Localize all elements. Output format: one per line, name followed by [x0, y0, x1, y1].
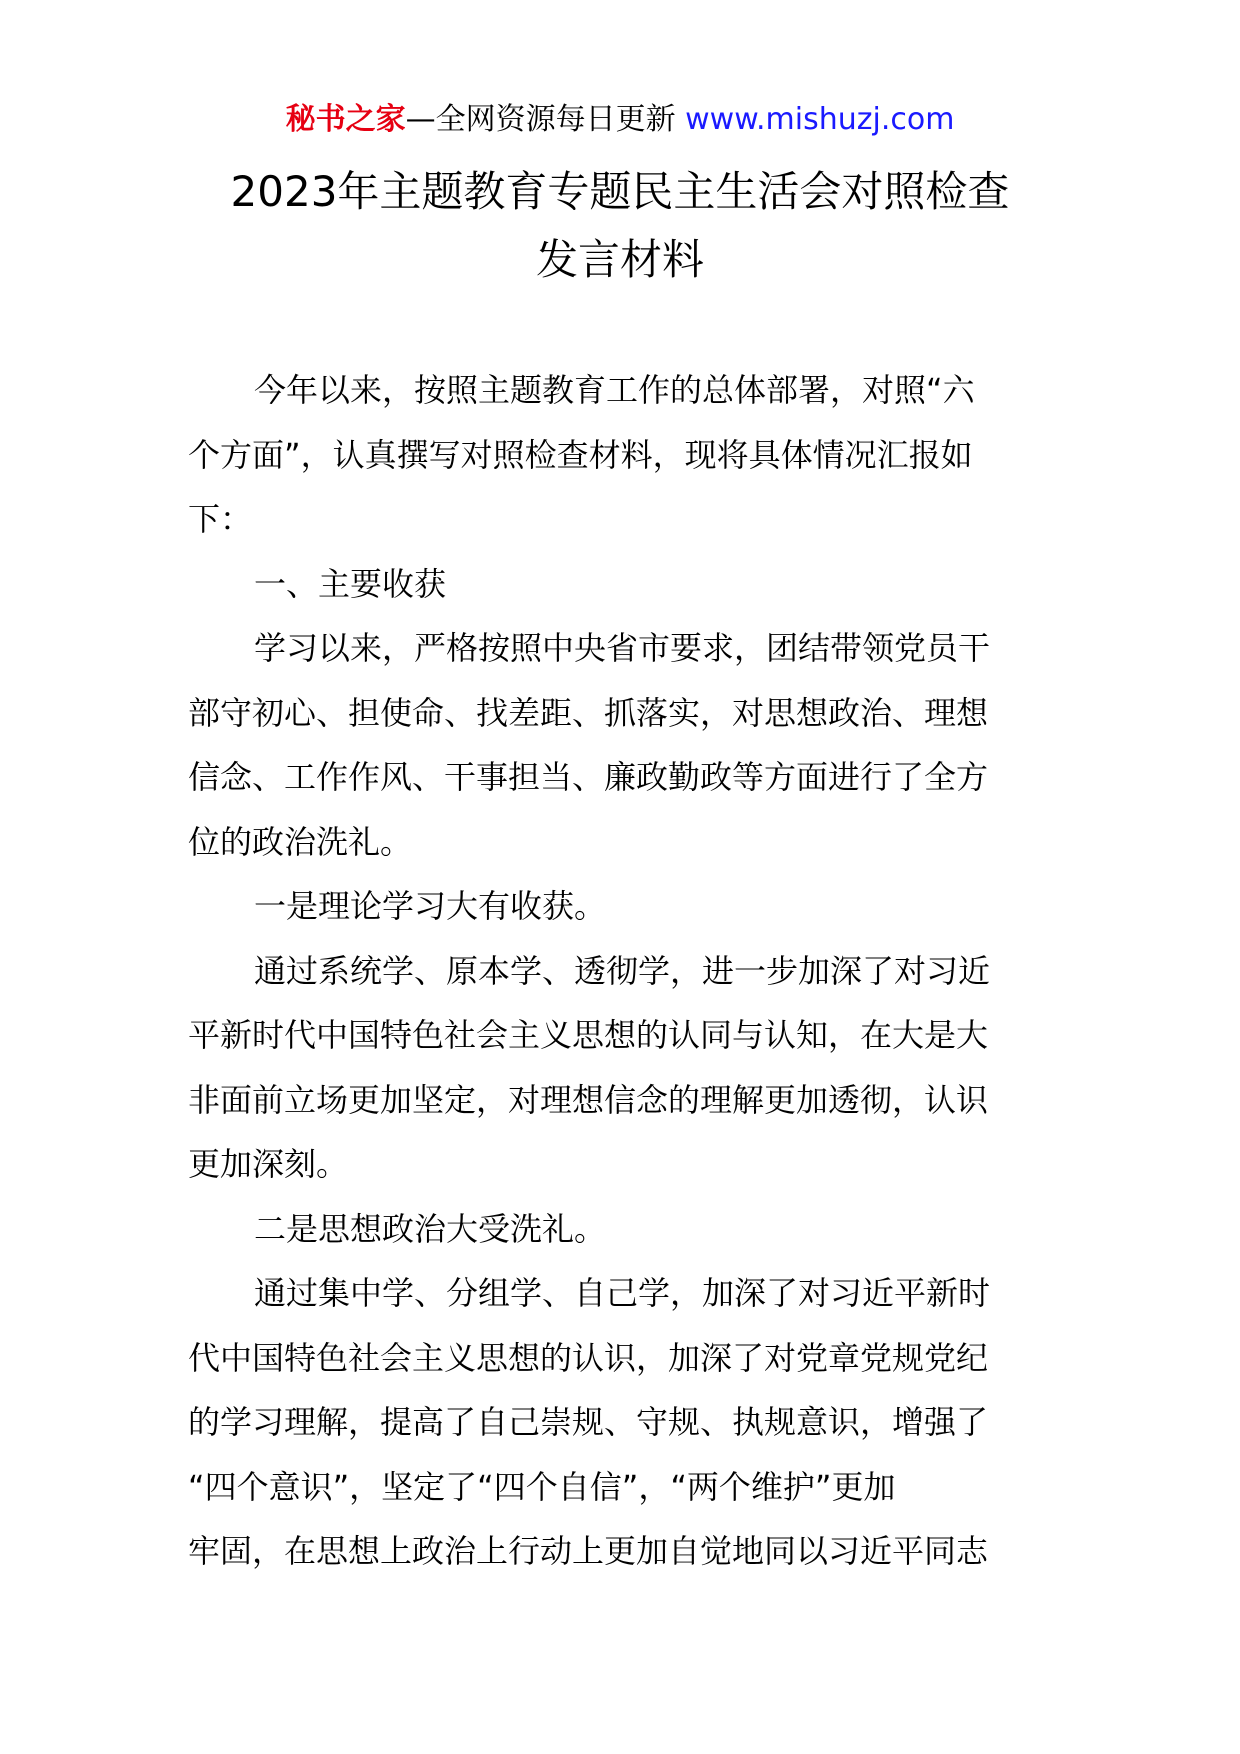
body-line: 代中国特色社会主义思想的认识，加深了对党章党规党纪 [188, 1338, 989, 1377]
section-heading: 一、主要收获 [254, 564, 447, 603]
body-line: “四个意识”，坚定了“四个自信”，“两个维护”更加 [188, 1467, 896, 1506]
brand-name: 秘书之家 [285, 102, 406, 137]
body-line: 位的政治洗礼。 [188, 822, 413, 861]
body-line: 个方面”，认真撰写对照检查材料，现将具体情况汇报如 [188, 435, 973, 474]
body-line: 通过集中学、分组学、自己学，加深了对习近平新时 [254, 1274, 991, 1312]
subheading: 一是理论学习大有收获。 [254, 887, 607, 925]
title-line-2: 发言材料 [535, 235, 704, 284]
body-line: 下： [188, 500, 253, 538]
body-line: 的学习理解，提高了自己崇规、守规、执规意识，增强了 [188, 1403, 989, 1441]
subheading: 二是思想政治大受洗礼。 [254, 1209, 607, 1248]
header-tagline: —全网资源每日更新 [405, 102, 676, 137]
body-line: 通过系统学、原本学、透彻学，进一步加深了对习近 [254, 951, 991, 990]
site-url-link[interactable]: www.mishuzj.com [685, 102, 955, 137]
site-header [0, 98, 1240, 142]
body-line: 今年以来，按照主题教育工作的总体部署，对照“六 [254, 371, 975, 409]
body-line: 部守初心、担使命、找差距、抓落实，对思想政治、理想 [188, 693, 989, 732]
document-title [0, 158, 1240, 294]
body-line: 牢固，在思想上政治上行动上更加自觉地同以习近平同志 [188, 1532, 989, 1570]
body-line: 更加深刻。 [188, 1145, 349, 1183]
title-line-1: 2023年主题教育专题民主生活会对照检查 [230, 167, 1010, 216]
body-line: 非面前立场更加坚定，对理想信念的理解更加透彻，认识 [188, 1080, 989, 1119]
body-line: 信念、工作作风、干事担当、廉政勤政等方面进行了全方 [188, 758, 989, 796]
document-body [188, 358, 1052, 1584]
body-line: 平新时代中国特色社会主义思想的认同与认知，在大是大 [188, 1016, 989, 1054]
body-line: 学习以来，严格按照中央省市要求，团结带领党员干 [254, 629, 991, 667]
